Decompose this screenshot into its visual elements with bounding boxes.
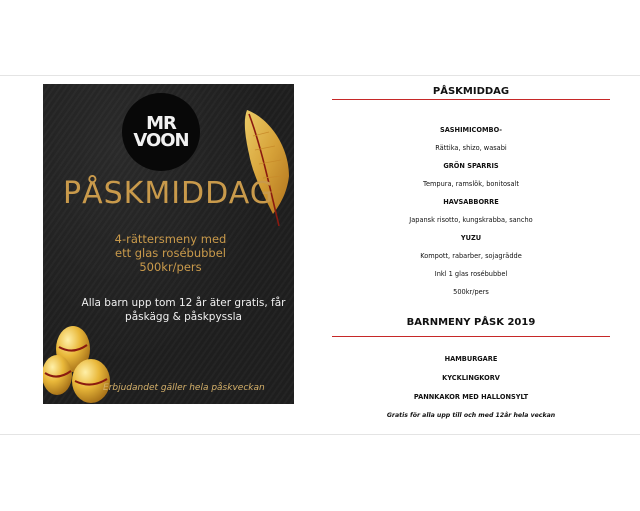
- menu-item: PANNKAKOR MED HALLONSYLT: [413, 393, 529, 401]
- menu-item: YUZU: [460, 234, 482, 242]
- kids-menu-note: Gratis för alla upp till och med 12år hela veckan: [386, 412, 556, 419]
- menu-item: Rättika, shizo, wasabi: [435, 144, 507, 152]
- menu-item: Tempura, ramslök, bonitosalt: [423, 180, 519, 188]
- logo-line-1: MR: [146, 112, 176, 134]
- section-divider: [332, 99, 610, 100]
- menu-section-title: BARNMENY PÅSK 2019: [406, 317, 536, 328]
- menu-item: Kompott, rabarber, sojagrädde: [420, 252, 522, 260]
- section-divider: [332, 336, 610, 337]
- menu-item: SASHIMICOMBO-: [439, 126, 503, 134]
- menu-item: HAVSABBORRE: [443, 198, 499, 206]
- poster-footer: Erbjudandet gäller hela påskveckan: [103, 383, 265, 393]
- poster-title: PÅSKMIDDAG: [63, 176, 274, 211]
- menu-item: HAMBURGARE: [444, 355, 498, 363]
- poster-subtitle-line: 4-rättersmeny med: [114, 232, 227, 246]
- menu-item: GRÖN SPARRIS: [443, 162, 499, 170]
- poster-kids-offer: Alla barn upp tom 12 år äter gratis, får påskägg & påskpyssla: [81, 297, 286, 323]
- restaurant-logo: [122, 93, 200, 171]
- poster-subtitle: [73, 232, 268, 274]
- menu-item: 500kr/pers: [453, 288, 489, 296]
- menu-item: Inkl 1 glas rosébubbel: [434, 270, 508, 278]
- menu-item: Japansk risotto, kungskrabba, sancho: [409, 216, 533, 224]
- golden-feather-icon: [239, 106, 294, 230]
- logo-line-2: VOON: [133, 130, 189, 151]
- poster-subtitle-line: 500kr/pers: [139, 260, 202, 274]
- poster-subtitle-line: ett glas rosébubbel: [115, 246, 226, 260]
- menu-section-title: PÅSKMIDDAG: [432, 86, 510, 97]
- easter-poster: [43, 84, 294, 404]
- menu-item: KYCKLINGKORV: [442, 374, 500, 382]
